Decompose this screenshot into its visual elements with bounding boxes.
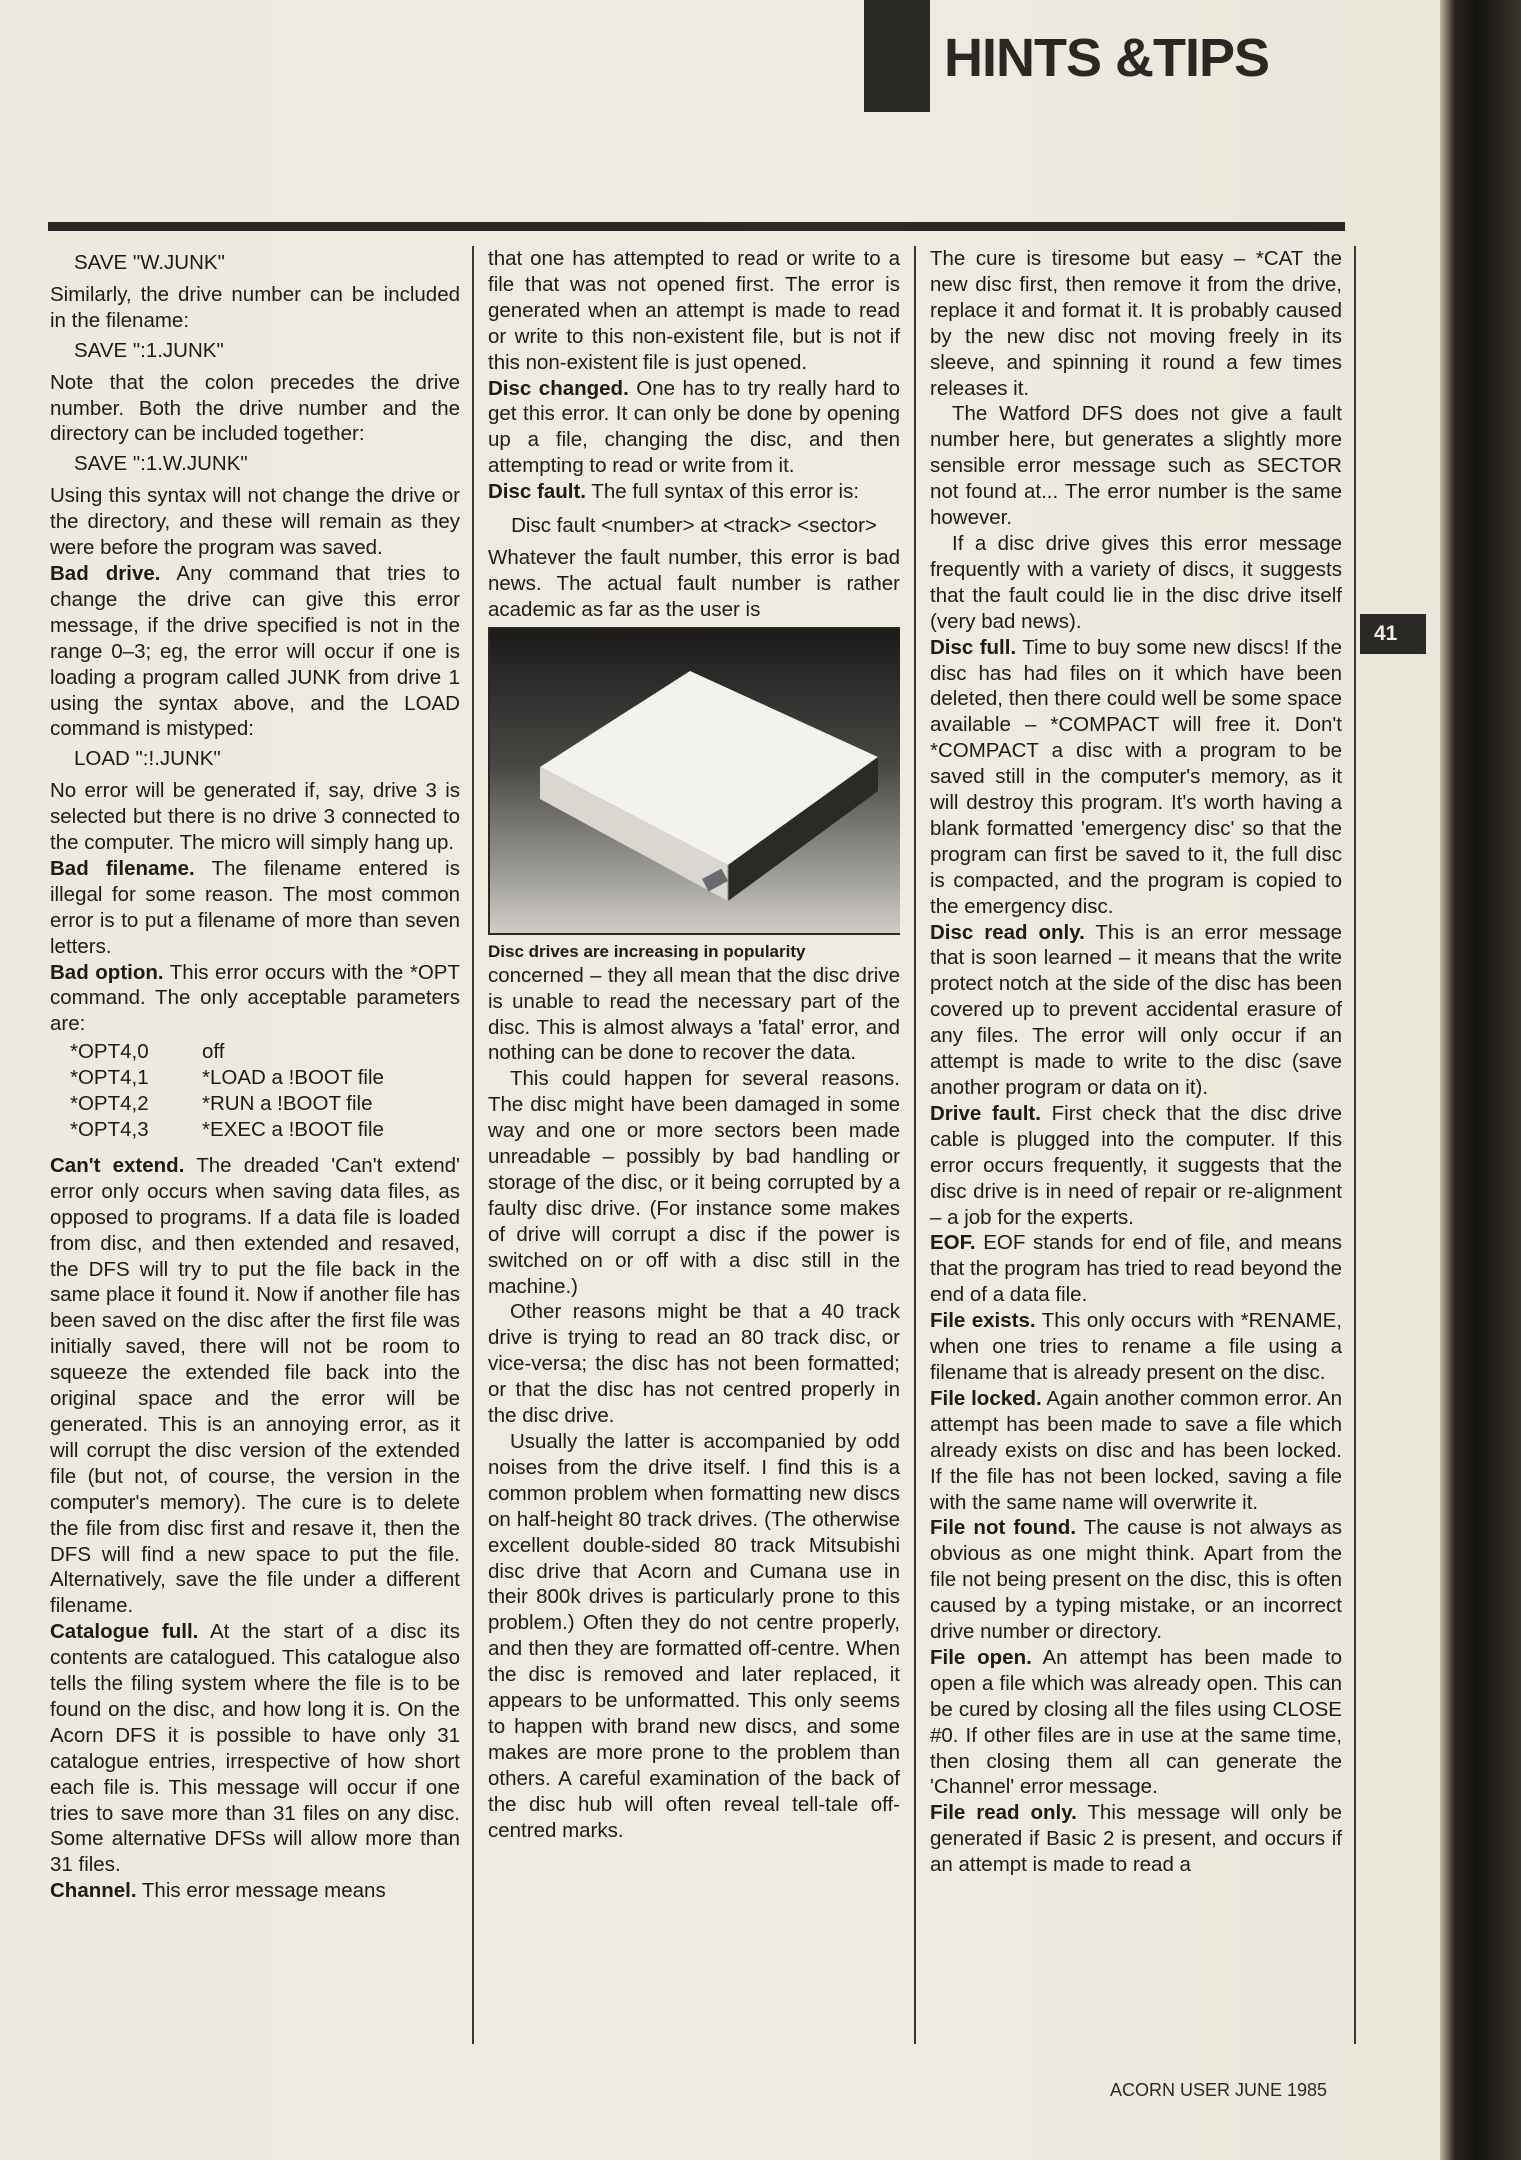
- entry-text: This is an error message that is soon learned – it means that the write protect notch at the side of the disc has been covered up to prevent accidental erasure of any files. The error will only occur if an attempt is made to write to the disc (save another program or data on it).: [930, 920, 1342, 1099]
- entry-bad-option: [50, 960, 460, 1038]
- entry-text: This only occurs with *RENAME, when one tries to rename a file using a filename that is already present on the disc.: [930, 1309, 1342, 1384]
- entry-drive-fault: [930, 1101, 1342, 1231]
- disc-drive-illustration: [490, 629, 900, 933]
- entry-file-not-found: [930, 1515, 1342, 1645]
- column-divider: [472, 246, 474, 2044]
- entry-text: At the start of a disc its contents are catalogued. This catalogue also tells the filing system where the file is to be found on the disc, and how long it is. On the Acorn DFS it is possible to have only 31 catalogue entries, irrespective of how short each file is. This message will occur if one tries to save more than 31 files on any disc. Some alternative DFSs will allow more than 31 files.: [50, 1620, 460, 1877]
- entry-disc-read-only: [930, 920, 1342, 1101]
- paragraph: Other reasons might be that a 40 track drive is trying to read an 80 track disc, or vice-versa; the disc has not been formatted; or that the disc has not centred properly in the disc drive.: [488, 1300, 900, 1428]
- entry-text: Again another common error. An attempt has been made to save a file which already exists on disc and has been locked. If the file has not been locked, saving a file with the same name will overwrite it.: [930, 1386, 1342, 1514]
- paragraph: Usually the latter is accompanied by odd noises from the drive itself. I find this is a common problem when formatting new discs on half-height 80 track drives. (The otherwise excellent double-sided 80 track Mitsubishi disc drive that Acorn and Cumana use in their 800k drives is particularly prone to this problem.) Often they do not centre properly, and then they are formatted off-centre. When the disc is removed and later replaced, it appears to be unformatted. This only seems to happen with brand new discs, and some makes are more prone to the problem than others. A careful examination of the back of the disc hub will often reveal tell-tale off-centred marks.: [488, 1430, 900, 1842]
- page-number-tab: 41: [1360, 614, 1426, 654]
- code-line: LOAD ":!.JUNK": [74, 747, 221, 771]
- entry-text: This error occurs with the *OPT command. The only acceptable parameters are:: [50, 960, 460, 1036]
- paragraph: Whatever the fault number, this error is bad news. The actual fault number is rather academic as far as the user is: [488, 545, 900, 621]
- entry-heading: File not found.: [930, 1516, 1077, 1540]
- entry-heading: Disc changed.: [488, 376, 629, 400]
- entry-cant-extend: [50, 1153, 460, 1619]
- entry-heading: Drive fault.: [930, 1101, 1041, 1125]
- paragraph: If a disc drive gives this error message frequently with a variety of discs, it suggests that the fault could lie in the disc drive itself (very bad news).: [930, 531, 1342, 633]
- column-divider: [1354, 246, 1356, 2044]
- entry-disc-full: [930, 635, 1342, 920]
- entry-eof: [930, 1230, 1342, 1308]
- column-1: [50, 246, 460, 2044]
- column-2: [488, 246, 900, 2044]
- entry-file-locked: [930, 1386, 1342, 1516]
- entry-heading: Disc fault.: [488, 480, 586, 504]
- opt-row: [70, 1091, 384, 1117]
- paragraph: Note that the colon precedes the drive number. Both the drive number and the directory can be included together:: [50, 370, 460, 446]
- entry-heading: File read only.: [930, 1801, 1077, 1825]
- code-line: SAVE "W.JUNK": [74, 251, 225, 274]
- entry-heading: Bad filename.: [50, 856, 195, 880]
- entry-file-open: [930, 1645, 1342, 1800]
- entry-heading: Disc read only.: [930, 920, 1085, 944]
- opt-row: [70, 1117, 384, 1143]
- entry-heading: Channel.: [50, 1879, 137, 1903]
- entry-text: The dreaded 'Can't extend' error only occurs when saving data files, as opposed to programs. If a data file is loaded from disc, and then extended and resaved, the DFS will try to put the file back in the same place it found it. Now if another file has been saved on the disc after the first file was initially saved, there will not be room to squeeze the extended file back into the original space and the error will be generated. This is an annoying error, as it will corrupt the disc version of the extended file (but not, of course, the version in the computer's memory). The cure is to delete the file from disc first and resave it, then the DFS will find a new space to put the file. Alternatively, save the file under a different filename.: [50, 1153, 460, 1618]
- entry-text: Any command that tries to change the drive can give this error message, if the drive specified is not in the range 0–3; eg, the error will occur if one is loading a program called JUNK from drive 1 using the syntax above, and the LOAD command is mistyped:: [50, 561, 460, 741]
- binding-spine: [1440, 0, 1521, 2160]
- entry-text: Time to buy some new discs! If the disc has had files on it which have been deleted, then there could well be some space available – *COMPACT will free it. Don't *COMPACT a disc with a program to be saved still in the computer's memory, as it will destroy this program. It's worth having a blank formatted 'emergency disc' so that the program can first be saved to it, the full disc is compacted, and the program is copied to the emergency disc.: [930, 635, 1342, 918]
- syntax-line: Disc fault <number> at <track> <sector>: [511, 514, 877, 538]
- entry-text: This error message means: [136, 1879, 386, 1903]
- opt-cmd: *OPT4,1: [70, 1066, 149, 1090]
- entry-heading: Can't extend.: [50, 1153, 185, 1177]
- opt-desc: *RUN a !BOOT file: [202, 1092, 373, 1116]
- entry-channel: [50, 1878, 460, 1904]
- entry-heading: Bad option.: [50, 960, 164, 984]
- opt-table: [70, 1039, 384, 1143]
- entry-text: The filename entered is illegal for some reason. The most common error is to put a filename of more than seven letters.: [50, 856, 460, 958]
- paragraph: concerned – they all mean that the disc drive is unable to read the necessary part of the disc. This is almost always a 'fatal' error, and nothing can be done to recover the data.: [488, 963, 900, 1065]
- paragraph: that one has attempted to read or write to a file that was not opened first. The error is generated when an attempt is made to read or write to this non-existent file, but is not if this non-existent file is just opened.: [488, 247, 900, 374]
- header-rule: [48, 222, 1345, 231]
- entry-text: The full syntax of this error is:: [585, 480, 860, 504]
- paragraph: Using this syntax will not change the drive or the directory, and these will remain as they were before the program was saved.: [50, 484, 460, 560]
- column-3: [930, 246, 1342, 2044]
- disc-drive-photo: [488, 627, 900, 935]
- entry-heading: EOF.: [930, 1231, 976, 1255]
- photo-caption: Disc drives are increasing in popularity: [488, 941, 806, 961]
- opt-desc: off: [202, 1040, 225, 1064]
- entry-text: EOF stands for end of file, and means that the program has tried to read beyond the end of a data file.: [930, 1231, 1342, 1307]
- opt-desc: *LOAD a !BOOT file: [202, 1066, 384, 1090]
- header-block: [864, 0, 930, 112]
- entry-heading: File open.: [930, 1645, 1032, 1669]
- paragraph: The Watford DFS does not give a fault number here, but generates a slightly more sensible error message such as SECTOR not found at... The error number is the same however.: [930, 402, 1342, 530]
- entry-heading: Bad drive.: [50, 561, 161, 585]
- entry-text: An attempt has been made to open a file which was already open. This can be cured by closing all the files using CLOSE #0. If other files are in use at the same time, then closing them all can generate the 'Channel' error message.: [930, 1645, 1342, 1799]
- footer-issue: ACORN USER JUNE 1985: [1110, 2080, 1328, 2100]
- entry-bad-filename: [50, 856, 460, 960]
- opt-row: [70, 1065, 384, 1091]
- entry-disc-fault: [488, 479, 900, 505]
- entry-text: This message will only be generated if Basic 2 is present, and occurs if an attempt is made to read a: [930, 1801, 1342, 1877]
- opt-cmd: *OPT4,3: [70, 1118, 149, 1141]
- entry-heading: Disc full.: [930, 635, 1017, 659]
- entry-catalogue-full: [50, 1619, 460, 1878]
- entry-text: First check that the disc drive cable is plugged into the computer. If this error occurs frequently, it suggests that the disc drive is in need of repair or re-alignment – a job for the experts.: [930, 1101, 1342, 1229]
- entry-file-exists: [930, 1308, 1342, 1386]
- entry-heading: File exists.: [930, 1309, 1036, 1333]
- entry-file-read-only: [930, 1800, 1342, 1878]
- entry-disc-changed: [488, 376, 900, 480]
- opt-row: [70, 1039, 384, 1065]
- entry-bad-drive: [50, 561, 460, 742]
- section-title: HINTS &TIPS: [944, 28, 1270, 88]
- code-line: SAVE ":1.W.JUNK": [74, 452, 248, 476]
- opt-cmd: *OPT4,0: [70, 1040, 149, 1064]
- opt-desc: *EXEC a !BOOT file: [202, 1118, 384, 1141]
- paragraph: Similarly, the drive number can be included in the filename:: [50, 282, 460, 332]
- column-divider: [914, 246, 916, 2044]
- opt-cmd: *OPT4,2: [70, 1092, 149, 1116]
- code-line: SAVE ":1.JUNK": [74, 338, 224, 362]
- paragraph: No error will be generated if, say, drive 3 is selected but there is no drive 3 connected to the computer. The micro will simply hang up.: [50, 779, 460, 855]
- entry-text: One has to try really hard to get this error. It can only be done by opening up a file, changing the disc, and then attempting to read or write from it.: [488, 376, 900, 478]
- paragraph: The cure is tiresome but easy – *CAT the new disc first, then remove it from the drive, replace it and format it. It is probably caused by the new disc not moving freely in its sleeve, and spinning it round a few times releases it.: [930, 247, 1342, 400]
- entry-heading: File locked.: [930, 1386, 1042, 1410]
- paragraph: This could happen for several reasons. The disc might have been damaged in some way and one or more sectors been made unreadable – possibly by bad handling or storage of the disc, or it being corrupted by a faulty disc drive. (For instance some makes of drive will corrupt a disc if the power is switched on or off with a disc still in the machine.): [488, 1067, 900, 1298]
- entry-text: The cause is not always as obvious as one might think. Apart from the file not being present on the disc, this is often caused by a typing mistake, or an incorrect drive number or directory.: [930, 1516, 1342, 1644]
- entry-heading: Catalogue full.: [50, 1620, 199, 1644]
